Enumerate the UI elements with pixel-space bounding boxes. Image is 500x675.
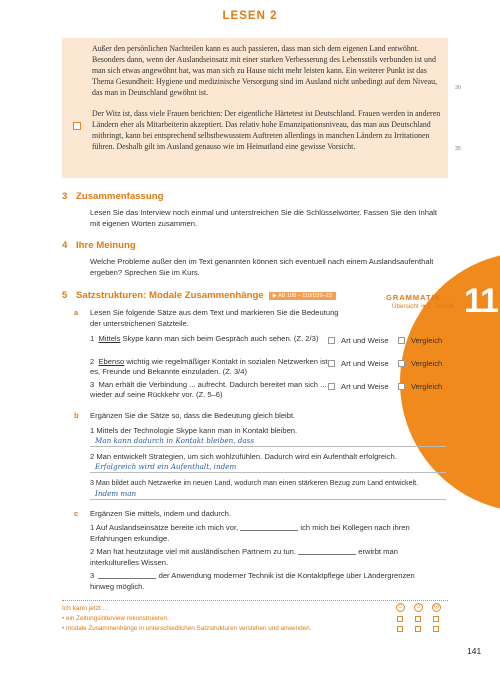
task-a-instruction: Lesen Sie folgende Sätze aus dem Text und markieren Sie die Bedeutung der unterstrichenen Satzteile. <box>90 308 339 328</box>
answer-line <box>90 499 446 500</box>
self-assessment-item-1: • ein Zeitungsinterview rekonstruieren. <box>62 615 169 622</box>
task-a-item-2 <box>90 357 330 378</box>
checkbox[interactable] <box>398 337 405 344</box>
rating-checkbox[interactable] <box>433 616 439 622</box>
task-a-item-1 <box>90 334 330 344</box>
item-text: ich mich bei Kollegen nach ihren Erfahrungen erkundige. <box>90 523 410 543</box>
task-b-item-3: 3 Man bildet auch Netzwerke im neuen Land, wodurch man einen stärkeren Bezug zum Land entwickelt. <box>90 479 419 487</box>
answer-line <box>90 446 446 447</box>
section-4-text: Welche Probleme außer den im Text genannten können sich eventuell nach einem Auslandsaufenthalt ergeben? Sprechen Sie im Kurs. <box>90 257 434 277</box>
section-number: 4 <box>62 240 68 251</box>
option-label: Vergleich <box>411 336 443 345</box>
item-number: 3 <box>90 571 95 580</box>
section-title: Satzstrukturen: Modale Zusammenhänge <box>76 290 264 301</box>
option-manner-2[interactable] <box>328 359 389 368</box>
item-number: 3 <box>90 380 95 389</box>
underlined-phrase: Mittels <box>98 334 121 343</box>
task-c-item-1 <box>90 523 440 544</box>
happy-face-icon: ☺ <box>397 604 404 610</box>
section-title: Zusammenfassung <box>76 191 164 202</box>
rating-checkbox[interactable] <box>415 616 421 622</box>
task-c-item-2 <box>90 547 440 568</box>
option-manner-1[interactable] <box>328 336 389 345</box>
paragraph-marker <box>73 122 81 130</box>
item-text: der Anwendung moderner Technik ist die Kontaktpflege über Ländergrenzen hinweg möglich. <box>90 571 415 591</box>
option-comparison-1[interactable] <box>398 336 442 345</box>
item-number: 2 <box>90 357 95 366</box>
underlined-phrase: Ebenso <box>98 357 125 366</box>
fill-in-blank[interactable] <box>298 547 356 555</box>
checkbox[interactable] <box>328 383 335 390</box>
rating-checkbox[interactable] <box>433 626 439 632</box>
task-a-label: a <box>74 308 79 317</box>
chapter-number: 11 <box>464 282 498 320</box>
rating-checkbox[interactable] <box>415 626 421 632</box>
task-c-label: c <box>74 509 79 518</box>
option-label: Vergleich <box>411 382 443 391</box>
checkbox[interactable] <box>328 360 335 367</box>
section-4-title <box>62 240 136 251</box>
section-number: 5 <box>62 290 68 301</box>
section-3-title <box>62 191 163 202</box>
option-label: Art und Weise <box>341 382 389 391</box>
task-b-item-1: 1 Mittels der Technologie Skype kann man in Kontakt bleiben. <box>90 426 298 435</box>
task-b-label: b <box>74 411 79 420</box>
option-comparison-3[interactable] <box>398 382 442 391</box>
grammar-label: GRAMMATIK <box>386 293 442 302</box>
item-text: Skype kann man sich beim Gespräch auch sehen. (Z. 2/3) <box>120 334 319 343</box>
task-b-answer-1[interactable]: Man kann dadurch in Kontakt bleiben, dass <box>95 436 255 445</box>
option-label: Art und Weise <box>341 336 389 345</box>
checkbox[interactable] <box>328 337 335 344</box>
workbook-reference-tag: ▶ AB 108 – 110/Ü20–23 <box>269 292 336 300</box>
checkbox[interactable] <box>398 383 405 390</box>
answer-line <box>90 472 446 473</box>
option-label: Art und Weise <box>341 359 389 368</box>
rating-checkbox[interactable] <box>397 616 403 622</box>
checkbox[interactable] <box>398 360 405 367</box>
task-c-instruction: Ergänzen Sie mittels, indem und dadurch. <box>90 509 231 518</box>
self-assessment-item-2: • modale Zusammenhänge in unterschiedlichen Satzstrukturen verstehen und anwenden. <box>62 625 312 632</box>
task-b-answer-3[interactable]: Indem man <box>95 489 137 498</box>
reading-paragraph-2: Der Witz ist, dass viele Frauen berichten: Der eigentliche Härtetest ist Deutschland. Frauen werden in anderen Ländern eher als Mitarbeiterin akzeptiert. Das relativ hohe Emanzipationsniveau, das man aus Deutschland mitbringt, kann bei entsprechend selbstbewusstem Auftreten allerdings in manchen Ländern zu Irritationen führen. Deshalb gilt im Ausland genauso wie im Heimatland eine gewisse Vorsicht. <box>92 109 441 151</box>
line-number-30: 30 <box>455 85 462 91</box>
task-b-answer-2[interactable]: Erfolgreich wird ein Aufenthalt, indem <box>95 462 237 471</box>
fill-in-blank[interactable] <box>98 571 156 579</box>
item-number: 1 <box>90 334 95 343</box>
section-number: 3 <box>62 191 68 202</box>
item-text: erwirbt man interkulturelles Wissen. <box>90 547 398 567</box>
item-text: Man erhält die Verbindung ... aufrecht. Dadurch bereitet man sich ... wieder auf seine Rückkehr vor. (Z. 5–6) <box>90 380 327 400</box>
item-text: 1 Auf Auslandseinsätze bereite ich mich vor, <box>90 523 239 532</box>
section-3-text: Lesen Sie das Interview noch einmal und unterstreichen Sie die Schlüsselwörter. Fassen Sie den Inhalt mit eigenen Worten zusammen. <box>90 208 437 228</box>
task-c-item-3 <box>90 571 440 592</box>
option-label: Vergleich <box>411 359 443 368</box>
task-a-item-3 <box>90 380 330 401</box>
item-text: 2 Man hat heutzutage viel mit ausländischen Partnern zu tun. <box>90 547 296 556</box>
fill-in-blank[interactable] <box>240 523 298 531</box>
item-text: wichtig wie regelmäßiger Kontakt in sozialen Netzwerken ist es, Freunde und Bekannte einzuladen. (Z. 3/4) <box>90 357 328 377</box>
section-5-title <box>62 290 336 301</box>
section-title: Ihre Meinung <box>76 240 136 251</box>
self-assessment-title: Ich kann jetzt ... <box>62 605 109 612</box>
page-number: 141 <box>467 646 482 656</box>
option-comparison-2[interactable] <box>398 359 442 368</box>
task-b-item-2: 2 Man entwickelt Strategien, um sich wohlzufühlen. Dadurch wird ein Aufenthalt erfolgreich. <box>90 452 397 461</box>
sad-face-icon: ☹ <box>433 604 440 610</box>
section-heading: LESEN 2 <box>222 10 278 22</box>
option-manner-3[interactable] <box>328 382 389 391</box>
line-number-35: 35 <box>455 146 462 152</box>
task-b-instruction: Ergänzen Sie die Sätze so, dass die Bedeutung gleich bleibt. <box>90 411 296 420</box>
grammar-reference: Übersicht ➔ S. 144/16 <box>392 303 455 310</box>
reading-paragraph-1: Außer den persönlichen Nachteilen kann es auch passieren, dass man sich dem eigenen Land entwöhnt. Besonders dann, wenn der Auslandseinsatz mit einer starken Verbesserung des Lebensstils verbunden ist und man sich etwas angewöhnt hat, was man sich zu Hause nicht mehr leisten kann. Ein weiterer Punkt ist das Thema Gesundheit: Hygiene und medizinische Versorgung sind im Ausland nicht unbedingt auf dem Niveau, das man in Deutschland gewöhnt ist. <box>92 44 438 97</box>
rating-checkbox[interactable] <box>397 626 403 632</box>
neutral-face-icon: ☺ <box>415 604 422 610</box>
